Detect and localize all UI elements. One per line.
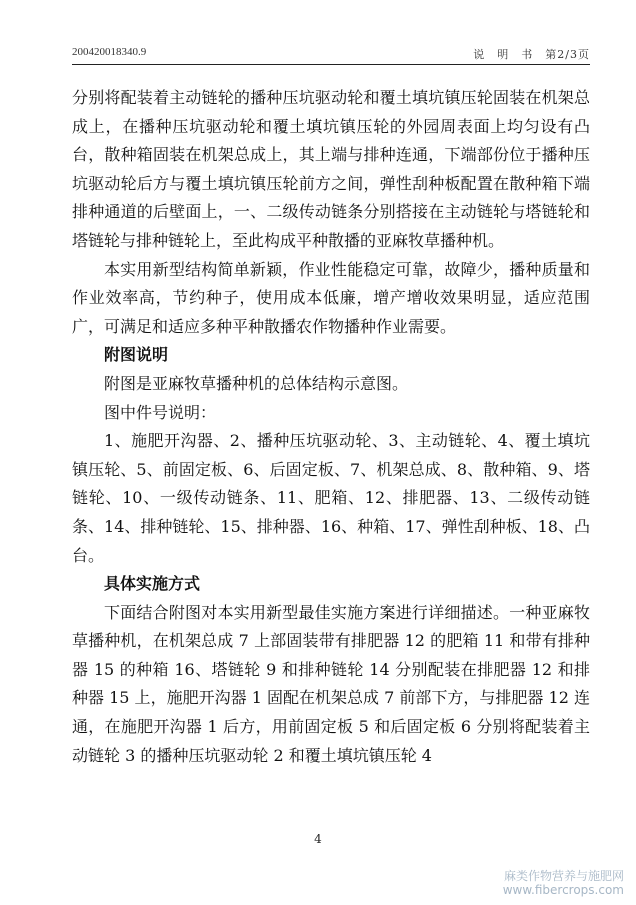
section-heading: 具体实施方式 (104, 574, 201, 594)
document-number: 200420018340.9 (72, 46, 147, 58)
watermark (503, 869, 624, 897)
page-number: 4 (314, 832, 322, 846)
document-body (72, 84, 590, 770)
paragraph: 下面结合附图对本实用新型最佳实施方案进行详细描述。一种亚麻牧草播种机，在机架总成 7 上部固装带有排肥器 12 的肥箱 11 和带有排种器 15 的种箱 16、塔链轮 9 和排种链轮 14 分别配装在排肥器 12 和排种器 15 上，施肥开沟器 1 固配在机架总成 7 前部下方，与排肥器 12 连通，在施肥开沟器 1 后方，用前固定板 5 和后固定板 6 分别将配装着主动链轮 3 的播种压坑驱动轮 2 和覆土填坑镇压轮 4 (72, 602, 590, 765)
watermark-text: 麻类作物营养与施肥网 (503, 869, 624, 883)
paragraph: 图中件号说明： (104, 402, 217, 422)
section-heading: 附图说明 (104, 345, 169, 365)
section-title: 说 明 书 第2/3页 (473, 48, 590, 61)
header-rule (72, 64, 590, 65)
page-header (72, 42, 590, 64)
paragraph: 本实用新型结构简单新颖，作业性能稳定可靠，故障少，播种质量和作业效率高，节约种子，使用成本低廉，增产增收效果明显，适应范围广，可满足和适应多种平种散播农作物播种作业需要。 (72, 259, 590, 336)
paragraph: 附图是亚麻牧草播种机的总体结构示意图。 (104, 373, 409, 393)
paragraph: 分别将配装着主动链轮的播种压坑驱动轮和覆土填坑镇压轮固装在机架总成上，在播种压坑驱动轮和覆土填坑镇压轮的外园周表面上均匀设有凸台，散种箱固装在机架总成上，其上端与排种连通，下端部份位于播种压坑驱动轮后方与覆土填坑镇压轮前方之间，弹性刮种板配置在散种箱下端排种通道的后壁面上，一、二级传动链条分别搭接在主动链轮与塔链轮和塔链轮与排种链轮上，至此构成平种散播的亚麻牧草播种机。 (72, 88, 590, 250)
watermark-url: www.fibercrops.com (502, 883, 624, 897)
parts-list: 1、施肥开沟器、2、播种压坑驱动轮、3、主动链轮、4、覆土填坑镇压轮、5、前固定板、6、后固定板、7、机架总成、8、散种箱、9、塔链轮、10、一级传动链条、11、肥箱、12、排肥器、13、二级传动链条、14、排种链轮、15、排种器、16、种箱、17、弹性刮种板、18、凸台。 (72, 431, 590, 565)
